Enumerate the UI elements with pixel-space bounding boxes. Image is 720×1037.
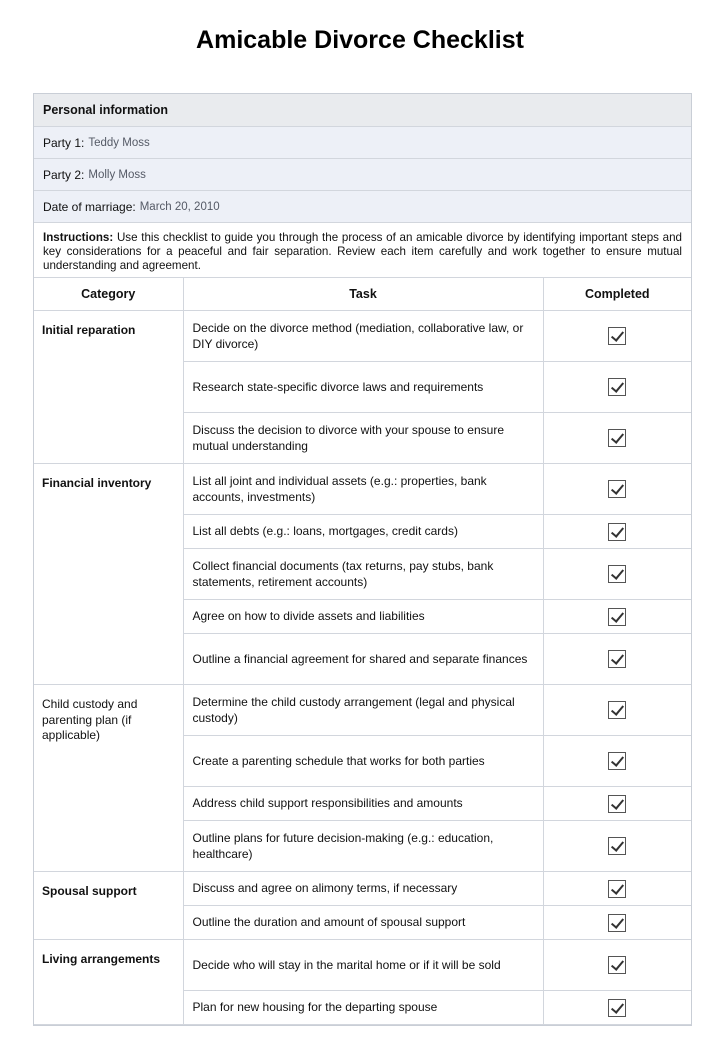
task-cell: Address child support responsibilities and amounts — [183, 787, 543, 821]
checkbox-checked-icon[interactable] — [608, 914, 626, 932]
table-row — [34, 464, 691, 515]
checkbox-checked-icon[interactable] — [608, 752, 626, 770]
task-cell: Create a parenting schedule that works for both parties — [183, 736, 543, 787]
checkbox-checked-icon[interactable] — [608, 701, 626, 719]
completed-cell — [543, 634, 691, 685]
completed-cell — [543, 311, 691, 362]
table-row — [34, 940, 691, 991]
table-header-row — [34, 278, 691, 311]
checkbox-checked-icon[interactable] — [608, 650, 626, 668]
task-cell: Collect financial documents (tax returns, pay stubs, bank statements, retirement accounts) — [183, 549, 543, 600]
party2-row — [34, 159, 691, 191]
task-cell: Decide who will stay in the marital home or if it will be sold — [183, 940, 543, 991]
task-cell: Agree on how to divide assets and liabilities — [183, 600, 543, 634]
column-header-completed: Completed — [543, 278, 691, 311]
party1-value: Teddy Moss — [88, 136, 150, 149]
marriage-date-value: March 20, 2010 — [139, 200, 220, 213]
party1-label: Party 1: — [43, 135, 85, 150]
checklist-table — [34, 278, 691, 1025]
personal-info-heading: Personal information — [43, 103, 169, 117]
checkbox-checked-icon[interactable] — [608, 523, 626, 541]
checkbox-checked-icon[interactable] — [608, 327, 626, 345]
table-row — [34, 685, 691, 736]
table-row — [34, 872, 691, 906]
marriage-date-label: Date of marriage: — [43, 199, 136, 214]
completed-cell — [543, 549, 691, 600]
category-cell: Spousal support — [34, 872, 183, 940]
marriage-date-row — [34, 191, 691, 223]
task-cell: Discuss and agree on alimony terms, if necessary — [183, 872, 543, 906]
checkbox-checked-icon[interactable] — [608, 429, 626, 447]
checkbox-checked-icon[interactable] — [608, 837, 626, 855]
task-cell: Decide on the divorce method (mediation, collaborative law, or DIY divorce) — [183, 311, 543, 362]
completed-cell — [543, 821, 691, 872]
task-cell: Outline the duration and amount of spousal support — [183, 906, 543, 940]
party2-label: Party 2: — [43, 167, 85, 182]
category-cell: Child custody and parenting plan (if applicable) — [34, 685, 183, 872]
checklist-body — [34, 311, 691, 1025]
checklist-sheet — [33, 93, 692, 1026]
checkbox-checked-icon[interactable] — [608, 378, 626, 396]
completed-cell — [543, 600, 691, 634]
column-header-task: Task — [183, 278, 543, 311]
completed-cell — [543, 515, 691, 549]
instructions-label: Instructions: — [43, 231, 114, 244]
completed-cell — [543, 685, 691, 736]
category-cell: Financial inventory — [34, 464, 183, 685]
party1-row — [34, 127, 691, 159]
table-row — [34, 311, 691, 362]
task-cell: Determine the child custody arrangement (legal and physical custody) — [183, 685, 543, 736]
checkbox-checked-icon[interactable] — [608, 608, 626, 626]
task-cell: Research state-specific divorce laws and requirements — [183, 362, 543, 413]
instructions-block — [34, 223, 691, 278]
category-cell: Initial reparation — [34, 311, 183, 464]
completed-cell — [543, 872, 691, 906]
checkbox-checked-icon[interactable] — [608, 880, 626, 898]
instructions-text: Use this checklist to guide you through the process of an amicable divorce by identifying important steps and key considerations for a peaceful and fair separation. Review each item carefully and work together to ensure mutual understanding and agreement. — [43, 231, 682, 273]
column-header-category: Category — [34, 278, 183, 311]
completed-cell — [543, 906, 691, 940]
checkbox-checked-icon[interactable] — [608, 999, 626, 1017]
task-cell: Discuss the decision to divorce with your spouse to ensure mutual understanding — [183, 413, 543, 464]
task-cell: List all joint and individual assets (e.g.: properties, bank accounts, investments) — [183, 464, 543, 515]
personal-info-header — [34, 94, 691, 127]
category-cell: Living arrangements — [34, 940, 183, 1025]
completed-cell — [543, 787, 691, 821]
task-cell: List all debts (e.g.: loans, mortgages, credit cards) — [183, 515, 543, 549]
task-cell: Outline plans for future decision-making (e.g.: education, healthcare) — [183, 821, 543, 872]
checkbox-checked-icon[interactable] — [608, 956, 626, 974]
completed-cell — [543, 991, 691, 1025]
checkbox-checked-icon[interactable] — [608, 565, 626, 583]
completed-cell — [543, 940, 691, 991]
task-cell: Outline a financial agreement for shared and separate finances — [183, 634, 543, 685]
party2-value: Molly Moss — [88, 168, 146, 181]
page-title: Amicable Divorce Checklist — [196, 26, 524, 54]
completed-cell — [543, 464, 691, 515]
completed-cell — [543, 736, 691, 787]
completed-cell — [543, 362, 691, 413]
task-cell: Plan for new housing for the departing spouse — [183, 991, 543, 1025]
checkbox-checked-icon[interactable] — [608, 480, 626, 498]
checkbox-checked-icon[interactable] — [608, 795, 626, 813]
completed-cell — [543, 413, 691, 464]
